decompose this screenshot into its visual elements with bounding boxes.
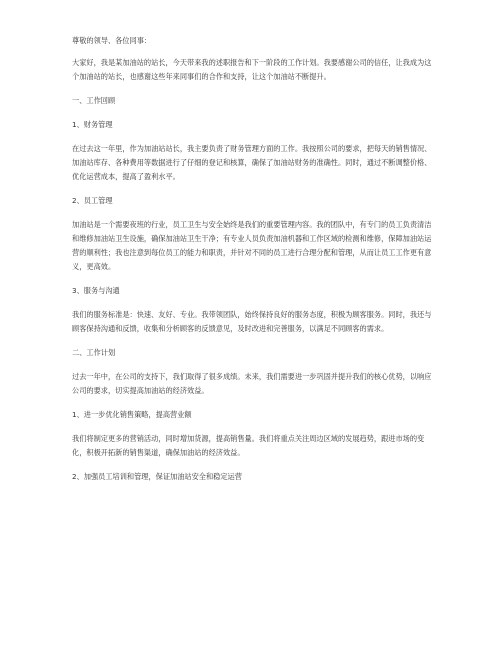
subsection-1-2-heading: 2、员工管理 <box>72 196 113 205</box>
subsection-1-1-body: 在过去这一年里，作为加油站站长，我主要负责了财务管理方面的工作。我按照公司的要求，把每天的销售情况、加油站库存、各种费用等数据进行了仔细的登记和核算，确保了加油站财务的准确性。同时，通过不断调整价格、优化运营成本，提高了盈利水平。 <box>72 144 432 181</box>
greeting: 尊敬的领导、各位同事： <box>72 36 152 45</box>
subsection-1-3-heading: 3、服务与沟通 <box>72 286 120 295</box>
subsection-1-2-body: 加油站是一个需要夜班的行业，员工卫生与安全始终是我们的重要管理内容。我的团队中，有专门的员工负责清洁和维修加油站卫生设施，确保加油站卫生干净；有专业人员负责加油机器和工作区域的检测和维修，保障加油站运营的顺利性；我也注意到每位员工的能力和职责，并针对不同的员工进行合理分配和管理，从而让员工工作更有意义，更高效。 <box>72 220 432 271</box>
subsection-1-1-heading: 1、财务管理 <box>72 120 113 129</box>
subsection-2-2-heading: 2、加强员工培训和管理，保证加油站安全和稳定运营 <box>72 472 242 481</box>
document-page <box>72 34 432 484</box>
section-1-heading: 一、工作回顾 <box>72 96 116 105</box>
subsection-2-1-body: 我们将制定更多的营销活动，同时增加货源，提高销售量。我们将重点关注周边区域的发展趋势，跟进市场的变化，积极开拓新的销售渠道，确保加油站的经济效益。 <box>72 434 425 457</box>
subsection-2-1-heading: 1、进一步优化销售策略，提高营业额 <box>72 410 192 419</box>
section-2-intro: 过去一年中，在公司的支持下，我们取得了很多成绩。未来，我们需要进一步巩固并提升我们的核心优势，以响应公司的要求，切实提高加油站的经济效益。 <box>72 372 432 395</box>
intro-paragraph: 大家好，我是某加油站的站长，今天带来我的述职报告和下一阶段的工作计划。我要感谢公司的信任，让我成为这个加油站的站长，也感谢这些年来同事们的合作和支持，让这个加油站不断提升。 <box>72 58 432 81</box>
subsection-1-3-body: 我们的服务标准是：快速、友好、专业。我带领团队，始终保持良好的服务态度，积极为顾客服务。同时，我还与顾客保持沟通和反馈，收集和分析顾客的反馈意见，及时改进和完善服务，以满足不同顾客的需求。 <box>72 310 432 333</box>
section-2-heading: 二、工作计划 <box>72 348 116 357</box>
